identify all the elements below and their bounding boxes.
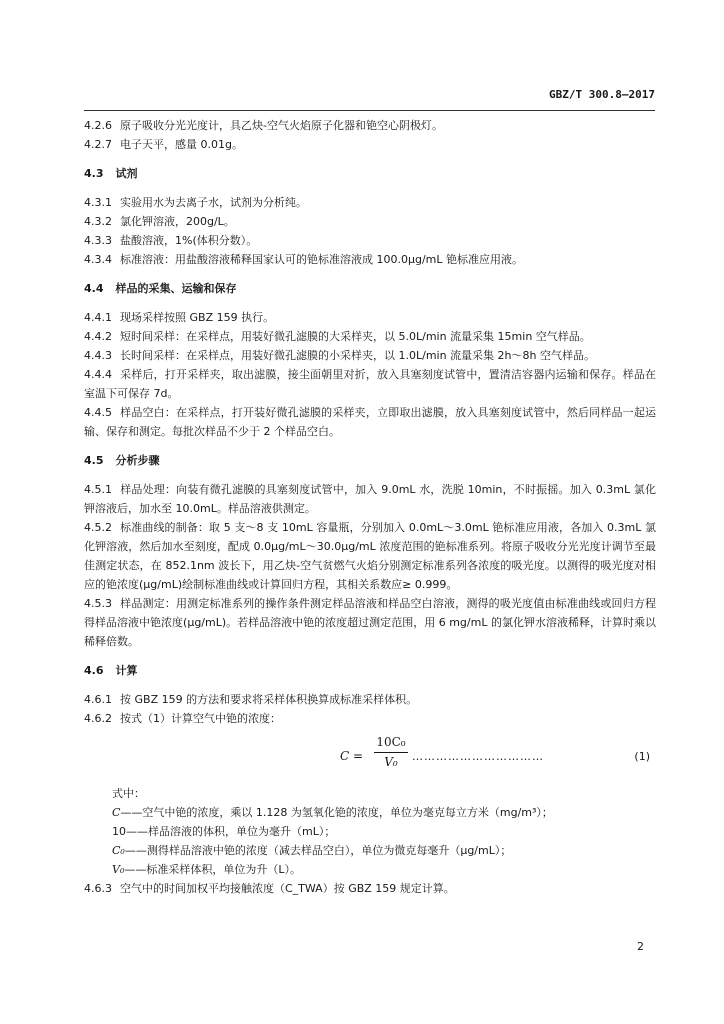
section-title: 样品的采集、运输和保存	[115, 282, 237, 295]
clause-text: 现场采样按照 GBZ 159 执行。	[120, 311, 275, 324]
clause-number: 4.3.2	[84, 215, 112, 228]
clause-text: 实验用水为去离子水，试剂为分析纯。	[120, 196, 307, 209]
clause-text: 采样后，打开采样夹，取出滤膜，接尘面朝里对折，放入具塞刻度试管中，置清洁容器内运输和保存。样品在室温下可保存 7d。	[84, 368, 656, 400]
variable-v0	[84, 860, 656, 879]
clause-4-6-1	[84, 690, 656, 709]
variable-description: ——测得样品溶液中铯的浓度（减去样品空白），单位为微克每毫升（μg/mL）；	[124, 844, 512, 857]
variable-description: ——标准采样体积，单位为升（L）。	[124, 863, 301, 876]
clause-4-2-6	[84, 116, 656, 135]
variable-c0	[84, 841, 656, 860]
equation-fraction	[374, 734, 408, 771]
equation-leader-dots: ……………………………	[412, 750, 544, 763]
clause-number: 4.3.4	[84, 253, 112, 266]
section-heading-4-3	[84, 164, 656, 183]
clause-text: 盐酸溶液，1%(体积分数）。	[120, 234, 258, 247]
clause-text: 样品测定：用测定标准系列的操作条件测定样品溶液和样品空白溶液，测得的吸光度值由标准曲线或回归方程得样品溶液中铯浓度(μg/mL)。若样品溶液中铯的浓度超过测定范围，用 6 mg/mL 的氯化钾水溶液稀释，计算时乘以稀释倍数。	[84, 597, 656, 648]
clause-text: 样品空白：在采样点，打开装好微孔滤膜的采样夹，立即取出滤膜，放入具塞刻度试管中，然后同样品一起运输、保存和测定。每批次样品不少于 2 个样品空白。	[84, 406, 656, 438]
clause-text: 标准曲线的制备：取 5 支～8 支 10mL 容量瓶，分别加入 0.0mL～3.0mL 铯标准应用液，各加入 0.3mL 氯化钾溶液，然后加水至刻度，配成 0.0μg/mL～30.0μg/mL 浓度范围的铯标准系列。将原子吸收分光光度计调节至最佳测定状态，在 852.1nm 波长下，用乙炔-空气贫燃气火焰分别测定标准系列各浓度的吸光度。以测得的吸光度对相应的铯浓度(μg/mL)绘制标准曲线或计算回归方程，其相关系数应≥ 0.999。	[84, 521, 656, 591]
clause-4-3-4	[84, 250, 656, 269]
variable-symbol: V₀	[112, 863, 125, 876]
section-title: 试剂	[115, 167, 138, 180]
clause-4-3-2	[84, 212, 656, 231]
section-title: 分析步骤	[115, 454, 160, 467]
clause-number: 4.6.2	[84, 712, 112, 725]
variable-symbol: C	[112, 806, 121, 819]
variable-c	[84, 803, 656, 822]
clause-number: 4.4.1	[84, 311, 112, 324]
section-number: 4.4	[84, 282, 104, 295]
clause-number: 4.2.7	[84, 138, 112, 151]
clause-text: 原子吸收分光光度计，具乙炔-空气火焰原子化器和铯空心阴极灯。	[120, 119, 443, 132]
clause-text: 长时间采样：在采样点，用装好微孔滤膜的小采样夹，以 1.0L/min 流量采集 2h～8h 空气样品。	[120, 349, 595, 362]
clause-text: 氯化钾溶液，200g/L。	[120, 215, 235, 228]
equation-numerator: 10C₀	[374, 734, 408, 753]
variable-10	[84, 822, 656, 841]
clause-4-6-3	[84, 879, 656, 898]
section-heading-4-5	[84, 451, 656, 470]
clause-number: 4.5.1	[84, 483, 112, 496]
document-body	[84, 116, 656, 898]
variable-description: ——空气中铯的浓度，乘以 1.128 为氢氧化铯的浓度，单位为毫克每立方米（mg/m³）；	[120, 806, 553, 819]
clause-text: 按式（1）计算空气中铯的浓度：	[120, 712, 281, 725]
section-title: 计算	[115, 664, 138, 677]
page-number: 2	[637, 940, 644, 953]
clause-text: 样品处理：向装有微孔滤膜的具塞刻度试管中，加入 9.0mL 水，洗脱 10min，不时振摇。加入 0.3mL 氯化钾溶液后，加水至 10.0mL。样品溶液供测定。	[84, 483, 656, 515]
clause-number: 4.6.3	[84, 882, 112, 895]
section-number: 4.5	[84, 454, 104, 467]
header-rule	[84, 110, 655, 111]
clause-number: 4.5.3	[84, 597, 112, 610]
clause-4-4-2	[84, 327, 656, 346]
clause-text: 标准溶液：用盐酸溶液稀释国家认可的铯标准溶液成 100.0μg/mL 铯标准应用液。	[120, 253, 524, 266]
clause-number: 4.4.3	[84, 349, 112, 362]
clause-4-4-5	[84, 403, 656, 441]
clause-4-4-1	[84, 308, 656, 327]
equation-lhs: C =	[340, 749, 364, 763]
equation-number: (1)	[634, 750, 650, 763]
clause-4-4-4	[84, 365, 656, 403]
clause-4-6-2	[84, 709, 656, 728]
section-heading-4-4	[84, 279, 656, 298]
clause-4-5-1	[84, 480, 656, 518]
section-heading-4-6	[84, 661, 656, 680]
clause-4-3-3	[84, 231, 656, 250]
standard-code: GBZ/T 300.8—2017	[549, 88, 655, 101]
clause-number: 4.3.3	[84, 234, 112, 247]
clause-number: 4.5.2	[84, 521, 112, 534]
clause-text: 空气中的时间加权平均接触浓度（C_TWA）按 GBZ 159 规定计算。	[120, 882, 455, 895]
clause-text: 短时间采样：在采样点，用装好微孔滤膜的大采样夹，以 5.0L/min 流量采集 15min 空气样品。	[120, 330, 591, 343]
variable-symbol: 10	[112, 825, 126, 838]
section-number: 4.6	[84, 664, 104, 677]
clause-number: 4.3.1	[84, 196, 112, 209]
clause-4-2-7	[84, 135, 656, 154]
clause-number: 4.4.4	[84, 368, 112, 381]
clause-4-3-1	[84, 193, 656, 212]
clause-4-4-3	[84, 346, 656, 365]
clause-number: 4.4.5	[84, 406, 112, 419]
clause-number: 4.6.1	[84, 693, 112, 706]
clause-text: 电子天平，感量 0.01g。	[120, 138, 243, 151]
variable-symbol: C₀	[112, 844, 125, 857]
clause-number: 4.4.2	[84, 330, 112, 343]
clause-4-5-2	[84, 518, 656, 594]
section-number: 4.3	[84, 167, 104, 180]
clause-4-5-3	[84, 594, 656, 651]
where-label: 式中：	[112, 787, 145, 800]
clause-text: 按 GBZ 159 的方法和要求将采样体积换算成标准采样体积。	[120, 693, 418, 706]
clause-number: 4.2.6	[84, 119, 112, 132]
equation-1	[84, 732, 656, 784]
equation-denominator: V₀	[384, 755, 398, 769]
variable-description: ——样品溶液的体积，单位为毫升（mL）；	[126, 825, 336, 838]
